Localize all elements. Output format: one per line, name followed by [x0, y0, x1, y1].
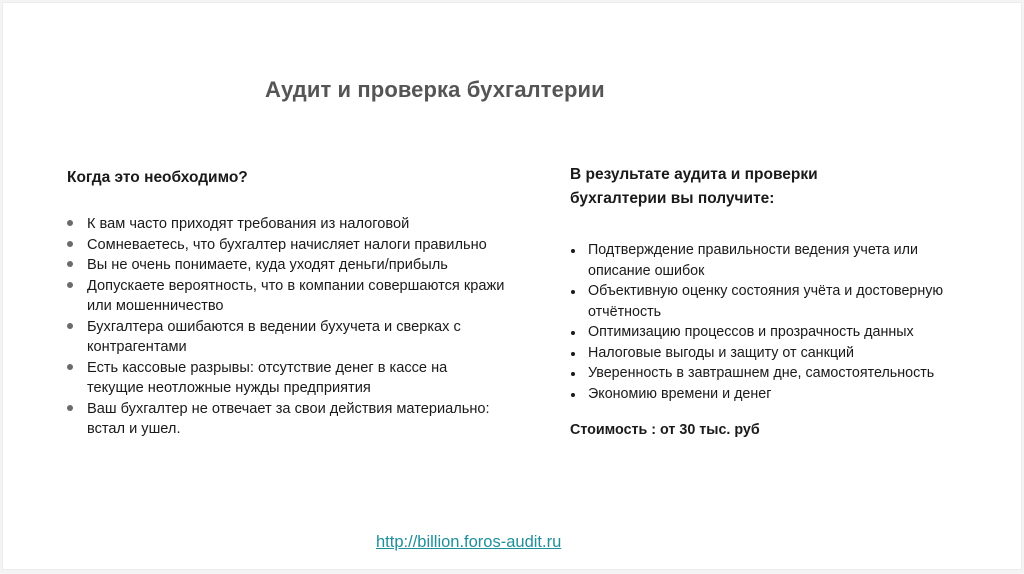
list-item: Оптимизацию процессов и прозрачность данных — [570, 322, 980, 343]
list-item: Есть кассовые разрывы: отсутствие денег в кассе на текущие неотложные нужды предприятия — [67, 358, 507, 399]
list-item: Допускаете вероятность, что в компании совершаются кражи или мошенничество — [67, 276, 507, 317]
bullet-icon — [67, 282, 73, 288]
slide-title: Аудит и проверка бухгалтерии — [265, 77, 605, 102]
price-text: Стоимость : от 30 тыс. руб — [570, 422, 760, 438]
bullet-icon — [67, 261, 73, 267]
bullet-icon — [571, 352, 575, 356]
bullet-icon — [571, 372, 575, 376]
presentation-slide — [2, 2, 1022, 570]
results-heading: В результате аудита и проверки бухгалтерии вы получите: — [570, 166, 818, 207]
list-item: Экономию времени и денег — [570, 384, 980, 405]
bullet-icon — [571, 290, 575, 294]
bullet-icon — [67, 220, 73, 226]
list-item: Объективную оценку состояния учёта и достоверную отчётность — [570, 281, 980, 322]
bullet-icon — [67, 364, 73, 370]
list-item: Налоговые выгоды и защиту от санкций — [570, 343, 980, 364]
bullet-icon — [571, 249, 575, 253]
list-item: Сомневаетесь, что бухгалтер начисляет налоги правильно — [67, 235, 507, 256]
bullet-icon — [67, 241, 73, 247]
bullet-icon — [571, 393, 575, 397]
list-item: Уверенность в завтрашнем дне, самостоятельность — [570, 363, 980, 384]
when-needed-list — [67, 214, 507, 440]
bullet-icon — [67, 405, 73, 411]
results-list — [570, 240, 980, 404]
when-needed-column — [67, 167, 507, 440]
results-column — [570, 163, 980, 438]
list-item: Бухгалтера ошибаются в ведении бухучета и сверках с контрагентами — [67, 317, 507, 358]
list-item: Вы не очень понимаете, куда уходят деньги/прибыль — [67, 255, 507, 276]
list-item: Подтверждение правильности ведения учета или описание ошибок — [570, 240, 980, 281]
list-item: К вам часто приходят требования из налоговой — [67, 214, 507, 235]
bullet-icon — [67, 323, 73, 329]
bullet-icon — [571, 331, 575, 335]
when-needed-heading: Когда это необходимо? — [67, 169, 248, 186]
website-link[interactable]: http://billion.foros-audit.ru — [376, 533, 562, 551]
list-item: Ваш бухгалтер не отвечает за свои действия материально: встал и ушел. — [67, 399, 507, 440]
